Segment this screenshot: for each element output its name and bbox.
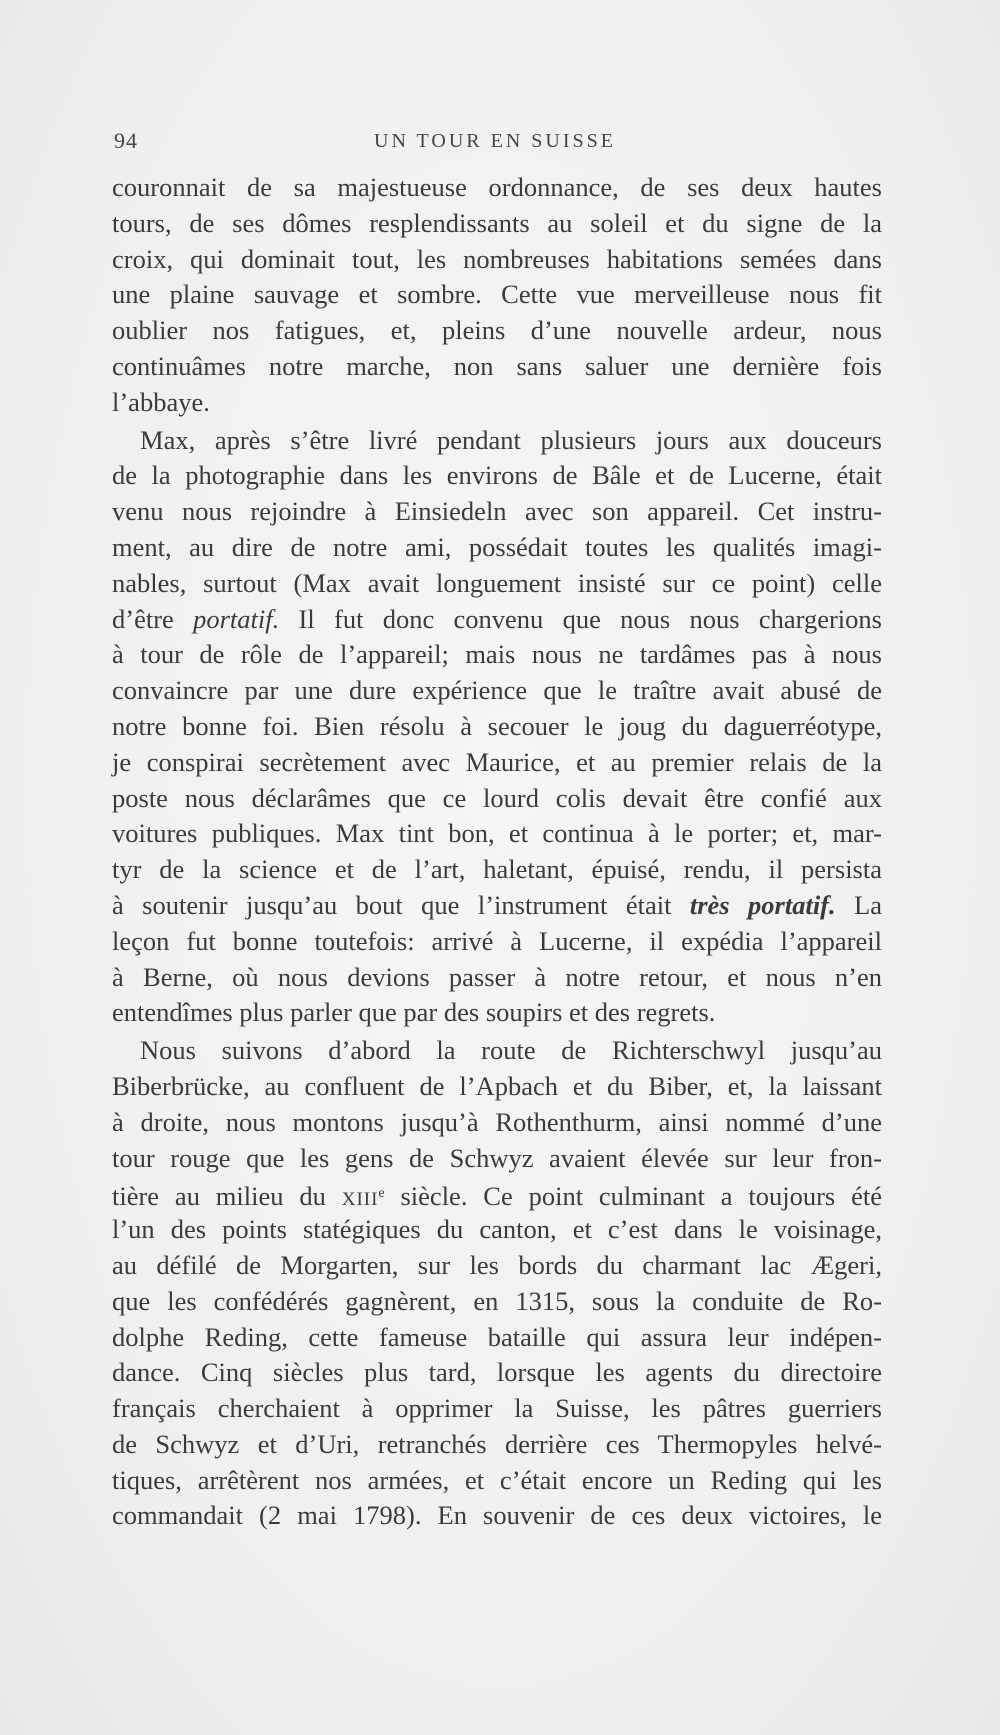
text-line: ment, au dire de notre ami, possédait toutes les qualités imagi- xyxy=(112,531,882,562)
italic-bold-phrase: très portatif. xyxy=(689,889,836,920)
text-line: l’un des points statégiques du canton, et c’est dans le voisinage, xyxy=(112,1214,882,1245)
text-line: voitures publiques. Max tint bon, et continua à le porter; et, mar- xyxy=(112,818,882,849)
text-line: à droite, nous montons jusqu’à Rothenthurm, ainsi nommé d’une xyxy=(112,1106,882,1137)
text-segment: La xyxy=(835,889,883,920)
page-header xyxy=(114,128,874,158)
text-line: tours, de ses dômes resplendissants au soleil et du signe de la xyxy=(112,207,882,238)
text-line: leçon fut bonne toutefois: arrivé à Lucerne, il expédia l’appareil xyxy=(112,925,882,956)
text-line: oublier nos fatigues, et, pleins d’une nouvelle ardeur, nous xyxy=(112,315,882,346)
text-segment: siècle. Ce point culminant a toujours été xyxy=(384,1181,882,1212)
text-line: que les confédérés gagnèrent, en 1315, sous la conduite de Ro- xyxy=(112,1285,882,1316)
text-line: notre bonne foi. Bien résolu à secouer le joug du daguerréotype, xyxy=(112,710,882,741)
text-line: continuâmes notre marche, non sans saluer une dernière fois xyxy=(112,350,882,381)
text-segment: Il fut donc convenu que nous nous chargerions xyxy=(279,603,882,634)
text-line: couronnait de sa majestueuse ordonnance, de ses deux hautes xyxy=(112,172,882,202)
text-line xyxy=(112,602,882,638)
text-line: à Berne, où nous devions passer à notre retour, et nous n’en xyxy=(112,961,882,992)
text-line: français cherchaient à opprimer la Suisse, les pâtres guerriers xyxy=(112,1393,882,1424)
superscript: e xyxy=(378,1186,385,1202)
running-head: UN TOUR EN SUISSE xyxy=(374,130,616,152)
text-line: tiques, arrêtèrent nos armées, et c’était encore un Reding qui les xyxy=(112,1464,882,1495)
text-line: tour rouge que les gens de Schwyz avaient élevée sur leur fron- xyxy=(112,1142,882,1173)
text-line: l’abbaye. xyxy=(112,386,210,417)
text-line: une plaine sauvage et sombre. Cette vue merveilleuse nous fit xyxy=(112,279,882,310)
text-line: Biberbrücke, au confluent de l’Apbach et du Biber, et, la laissant xyxy=(112,1070,882,1101)
italic-word: portatif. xyxy=(193,603,280,634)
text-line: commandait (2 mai 1798). En souvenir de ces deux victoires, le xyxy=(112,1500,882,1531)
text-line: dolphe Reding, cette fameuse bataille qui assura leur indépen- xyxy=(112,1321,882,1352)
text-line xyxy=(112,888,882,924)
text-line: entendîmes plus parler que par des soupirs et des regrets. xyxy=(112,997,716,1028)
text-line: à tour de rôle de l’appareil; mais nous ne tardâmes pas à nous xyxy=(112,639,882,670)
text-line: croix, qui dominait tout, les nombreuses habitations semées dans xyxy=(112,243,882,274)
text-line: poste nous déclarâmes que ce lourd colis devait être confié aux xyxy=(112,782,882,813)
page-number: 94 xyxy=(114,128,138,153)
text-line xyxy=(112,1176,882,1212)
roman-numeral: XIII xyxy=(341,1189,379,1211)
text-line: de la photographie dans les environs de Bâle et de Lucerne, était xyxy=(112,460,882,491)
text-line: tyr de la science et de l’art, haletant, épuisé, rendu, il persista xyxy=(112,854,882,885)
text-segment: à soutenir jusqu’au bout que l’instrument était xyxy=(112,889,690,920)
text-line: de Schwyz et d’Uri, retranchés derrière ces Thermopyles helvé- xyxy=(112,1428,882,1459)
text-line: convaincre par une dure expérience que le traître avait abusé de xyxy=(112,675,882,706)
text-segment: tière au milieu du xyxy=(112,1181,342,1212)
text-line: Max, après s’être livré pendant plusieurs jours aux douceurs xyxy=(140,424,882,455)
text-line: nables, surtout (Max avait longuement insisté sur ce point) celle xyxy=(112,567,882,598)
text-line: Nous suivons d’abord la route de Richterschwyl jusqu’au xyxy=(140,1035,882,1066)
text-line: venu nous rejoindre à Einsiedeln avec son appareil. Cet instru- xyxy=(112,496,882,527)
text-segment: d’être xyxy=(112,603,194,634)
text-line: au défilé de Morgarten, sur les bords du charmant lac Ægeri, xyxy=(112,1249,882,1280)
text-line: je conspirai secrètement avec Maurice, et au premier relais de la xyxy=(112,746,882,777)
text-line: dance. Cinq siècles plus tard, lorsque les agents du directoire xyxy=(112,1357,882,1388)
body-text xyxy=(112,170,882,1534)
